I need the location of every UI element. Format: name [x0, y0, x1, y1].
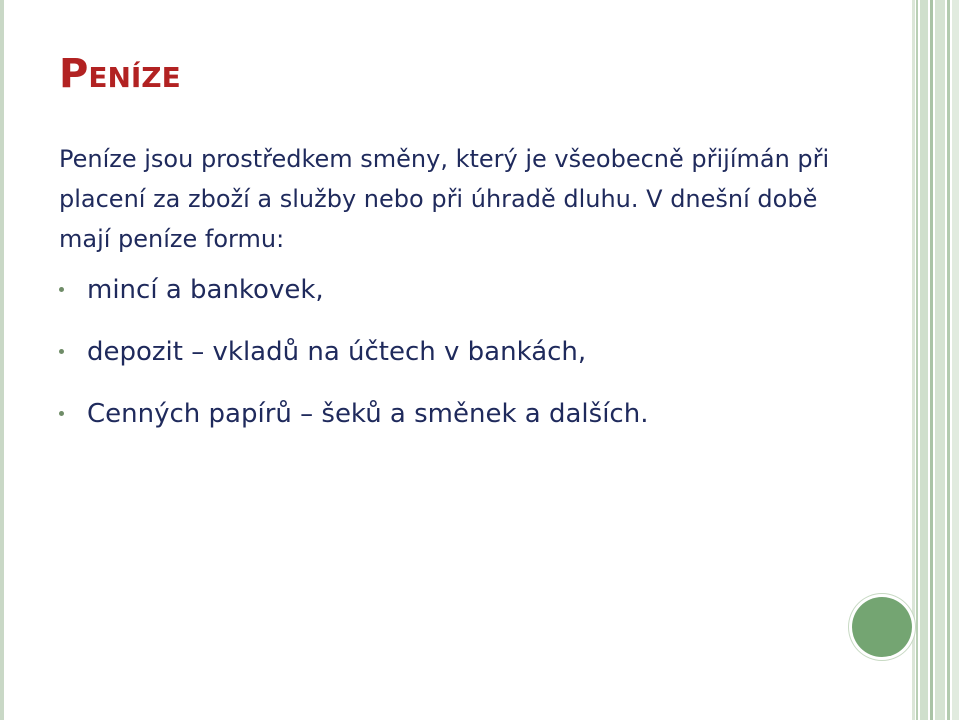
- bullet-text: mincí a bankovek,: [87, 275, 324, 305]
- decor-circle: [852, 597, 912, 657]
- bullet-dot-icon: [59, 287, 64, 292]
- left-border: [0, 0, 4, 720]
- decor-stripe: [952, 0, 959, 720]
- decor-stripe: [916, 0, 918, 720]
- bullet-dot-icon: [59, 411, 64, 416]
- decor-stripe: [920, 0, 928, 720]
- decor-stripe: [935, 0, 945, 720]
- slide-title-rest: ENÍZE: [88, 61, 181, 94]
- decor-stripe: [912, 0, 915, 720]
- bullet-text: Cenných papírů – šeků a směnek a dalších.: [87, 399, 649, 429]
- decor-stripe: [930, 0, 933, 720]
- slide-title: [59, 50, 181, 102]
- bullet-item: [59, 275, 648, 305]
- bullet-item: [59, 399, 648, 429]
- bullet-dot-icon: [59, 349, 64, 354]
- bullet-list: [59, 275, 648, 461]
- bullet-item: [59, 337, 648, 367]
- slide-title-first: P: [59, 51, 89, 97]
- bullet-text: depozit – vkladů na účtech v bankách,: [87, 337, 587, 367]
- intro-paragraph: Peníze jsou prostředkem směny, který je všeobecně přijímán při placení za zboží a služby nebo při úhradě dluhu. V dnešní době mají peníze formu:: [59, 145, 830, 253]
- decor-stripe: [947, 0, 950, 720]
